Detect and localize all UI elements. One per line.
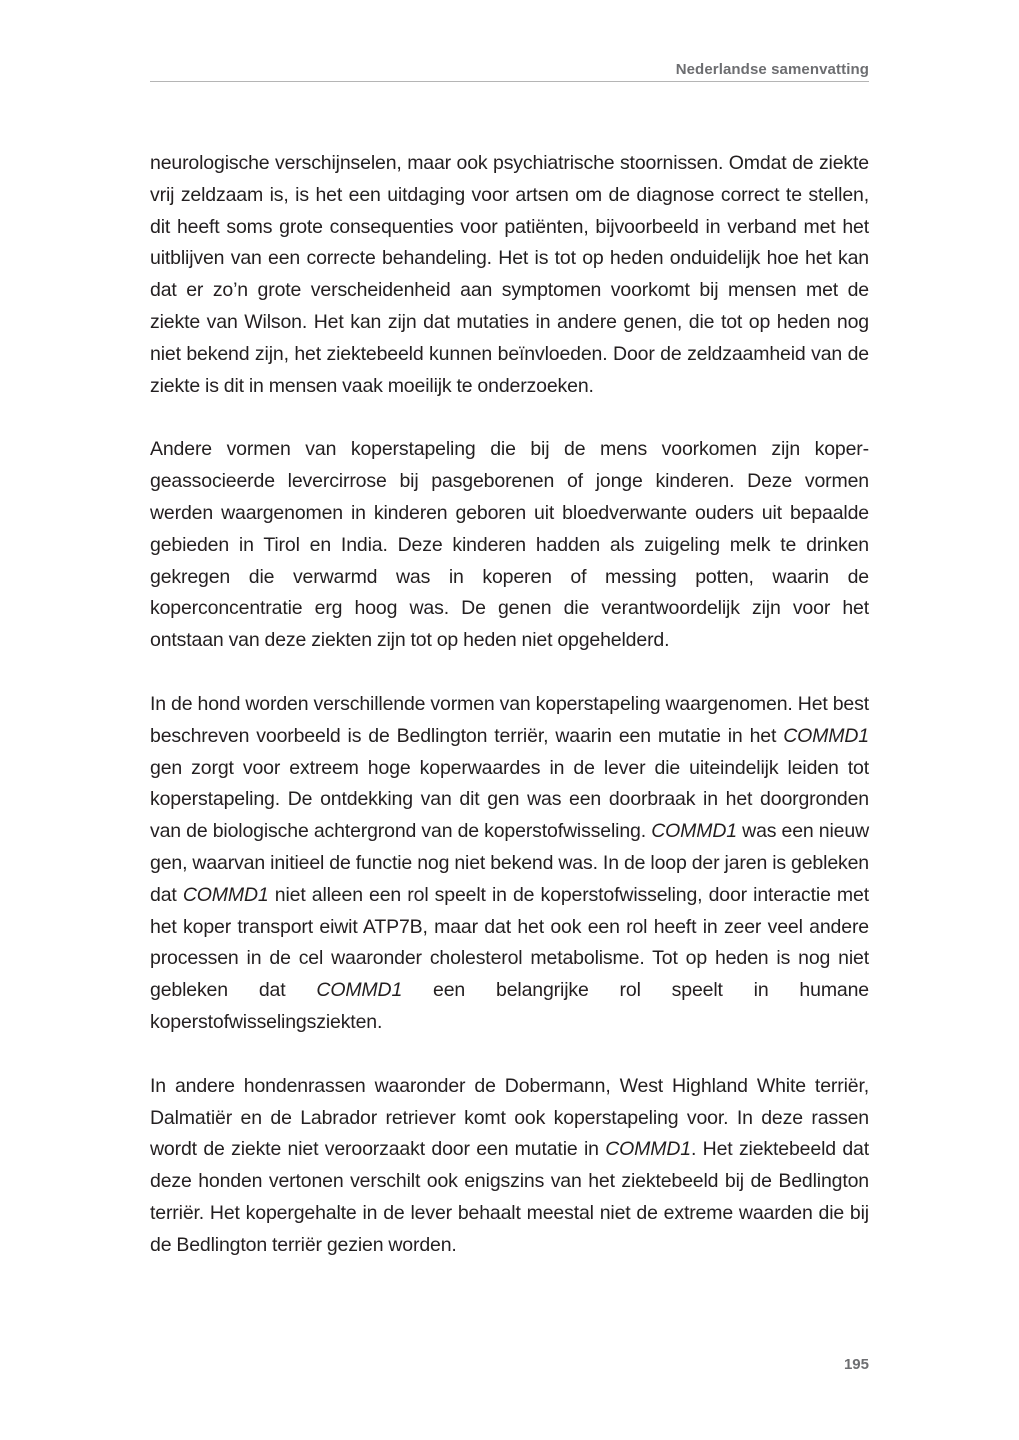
- text-segment: . Het ziektebeeld dat deze honden vertonen verschilt ook enigszins van het ziektebeeld bij de Bedlington terriër. Het kopergehalte in de lever behaalt meestal niet de extreme waarden die bij de Bedlington terriër gezien worden.: [150, 1138, 869, 1256]
- gene-name-italic: COMMD1: [783, 724, 869, 747]
- paragraph-2: [150, 434, 869, 657]
- paragraph-4: [150, 1071, 869, 1262]
- text-segment: Andere vormen van koperstapeling die bij de mens voorkomen zijn koper-geassocieerde levercirrose bij pasgeborenen of jonge kinderen. Deze vormen werden waargenomen in kinderen geboren uit bloedverwante ouders uit bepaalde gebieden in Tirol en India. Deze kinderen hadden als zuigeling melk te drinken gekregen die verwarmd was in koperen of messing potten, waarin de koperconcentratie erg hoog was. De genen die verantwoordelijk zijn voor het ontstaan van deze ziekten zijn tot op heden niet opgehelderd.: [150, 438, 869, 652]
- gene-name-italic: COMMD1: [316, 979, 403, 1002]
- running-header: [150, 58, 869, 82]
- paragraph-3: [150, 689, 869, 1039]
- gene-name-italic: COMMD1: [651, 820, 737, 843]
- text-segment: In de hond worden verschillende vormen van koperstapeling waargenomen. Het best beschreven voorbeeld is de Bedlington terriër, waarin een mutatie in het: [150, 692, 869, 747]
- text-segment: neurologische verschijnselen, maar ook psychiatrische stoornissen. Omdat de ziekte vrij zeldzaam is, is het een uitdaging voor artsen om de diagnose correct te stellen, dit heeft soms grote consequenties voor patiënten, bijvoorbeeld in verband met het uitblijven van een correcte behandeling. Het is tot op heden onduidelijk hoe het kan dat er zo’n grote verscheidenheid aan symptomen voorkomt bij mensen met de ziekte van Wilson. Het kan zijn dat mutaties in andere genen, die tot op heden nog niet bekend zijn, het ziektebeeld kunnen beïnvloeden. Door de zeldzaamheid van de ziekte is dit in mensen vaak moeilijk te onderzoeken.: [150, 152, 869, 397]
- gene-name-italic: COMMD1: [605, 1138, 691, 1161]
- running-header-title: Nederlandse samenvatting: [675, 61, 869, 78]
- body-text: [150, 148, 869, 1294]
- text-segment: niet alleen een rol speelt in de koperstofwisseling, door interactie met het koper transport eiwit ATP7B, maar dat het ook een rol heeft in zeer veel andere processen in de cel waaronder cholesterol metabolisme. Tot op heden is nog niet gebleken dat: [150, 883, 869, 1002]
- text-segment: gen zorgt voor extreem hoge koperwaardes in de lever die uiteindelijk leiden tot koperstapeling. De ontdekking van dit gen was een doorbraak in het doorgronden van de biologische achtergrond van de koperstofwisseling.: [150, 756, 869, 843]
- paragraph-1: [150, 148, 869, 402]
- text-segment: In andere hondenrassen waaronder de Dobermann, West Highland White terriër, Dalmatiër en de Labrador retriever komt ook koperstapeling voor. In deze rassen wordt de ziekte niet veroorzaakt door een mutatie in: [150, 1074, 869, 1161]
- page-number: 195: [843, 1356, 869, 1373]
- gene-name-italic: COMMD1: [182, 883, 269, 906]
- text-segment: was een nieuw gen, waarvan initieel de functie nog niet bekend was. In de loop der jaren is gebleken dat: [150, 820, 869, 906]
- text-segment: een belangrijke rol speelt in humane koperstofwisselingsziekten.: [150, 979, 870, 1033]
